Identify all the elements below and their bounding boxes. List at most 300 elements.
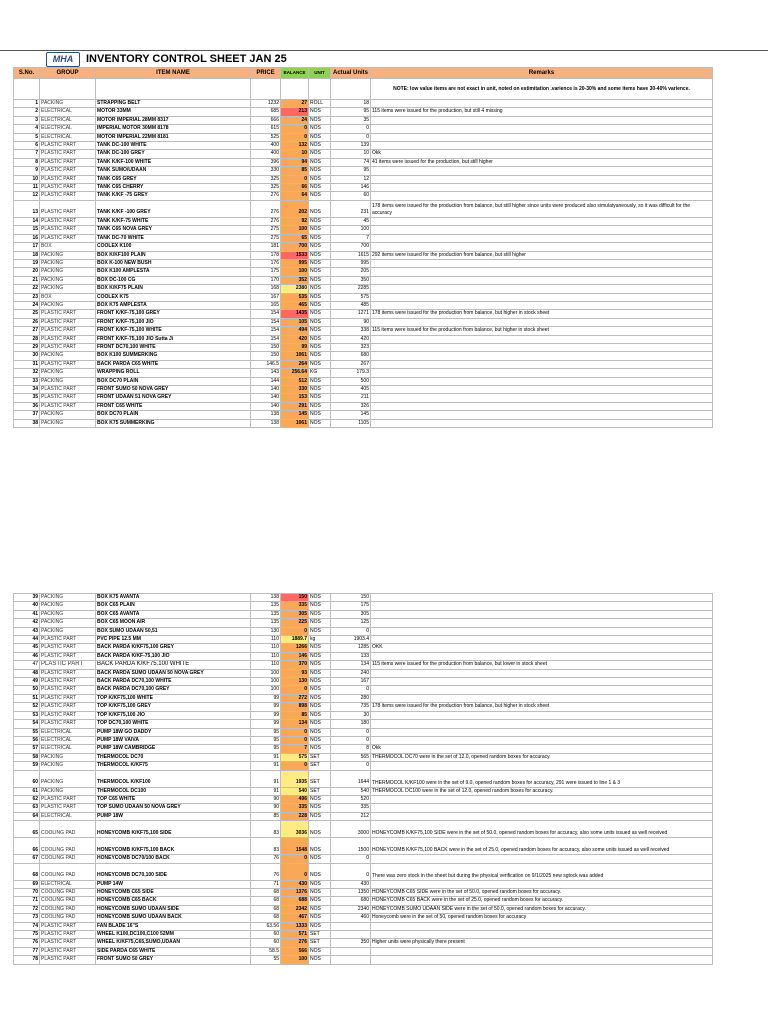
inventory-table-page-1 [13,67,713,428]
cell-balance: 134 [281,720,309,728]
cell-remarks [371,116,713,124]
cell-balance: 225 [281,619,309,627]
cell-unit: NOS [309,736,331,744]
cell-actual-units: 100 [331,226,371,234]
cell-group: COOLING PAD [40,905,96,913]
cell-remarks [371,360,713,368]
cell-unit: NOS [309,610,331,618]
cell-balance: 688 [281,897,309,905]
table-row [14,394,713,402]
cell-item-name: THERMOCOL K/KF75 [96,762,251,770]
cell-remarks [371,652,713,660]
cell-actual-units: 134 [331,661,371,669]
cell-sno: 59 [14,762,40,770]
cell-balance: 100 [281,226,309,234]
header-balance: BALANCE [281,68,309,79]
cell-item-name: BOX C65 AVANTA [96,610,251,618]
cell-unit: NOS [309,821,331,838]
cell-actual-units: 500 [331,377,371,385]
cell-sno: 40 [14,602,40,610]
cell-sno: 22 [14,285,40,293]
cell-remarks [371,855,713,863]
cell-price: 325 [251,175,281,183]
cell-unit: NOS [309,200,331,217]
table-row [14,644,713,652]
table-body-page-2 [14,594,713,965]
cell-group: ELECTRICAL [40,812,96,820]
cell-price: 138 [251,419,281,427]
sheet-title: INVENTORY CONTROL SHEET JAN 25 [86,53,287,65]
cell-remarks [371,352,713,360]
cell-actual-units: 175 [331,602,371,610]
cell-group: PLASTIC PART [40,327,96,335]
cell-balance: 64 [281,192,309,200]
cell-price: 1232 [251,100,281,108]
cell-balance: 0 [281,125,309,133]
cell-sno: 20 [14,268,40,276]
cell-sno: 49 [14,678,40,686]
cell-sno: 43 [14,627,40,635]
cell-group: PLASTIC PART [40,167,96,175]
cell-remarks [371,343,713,351]
cell-actual-units: 338 [331,327,371,335]
table-row [14,285,713,293]
cell-unit: NOS [309,217,331,225]
table-row [14,922,713,930]
cell-price: 60 [251,931,281,939]
cell-actual-units: 575 [331,293,371,301]
cell-group: PLASTIC PART [40,652,96,660]
header-remarks: Remarks [371,68,713,79]
cell-actual-units: 8 [331,745,371,753]
cell-unit: NOS [309,226,331,234]
cell-remarks [371,610,713,618]
cell-sno: 66 [14,838,40,855]
table-row [14,610,713,618]
cell-unit: NOS [309,686,331,694]
cell-remarks [371,234,713,242]
cell-unit: SET [309,762,331,770]
cell-unit: NOS [309,897,331,905]
cell-item-name: TOP K/KF75,100 WHITE [96,694,251,702]
cell-balance: 228 [281,812,309,820]
cell-price: 165 [251,301,281,309]
cell-price: 154 [251,327,281,335]
cell-item-name: SIDE PARDA C65 WHITE [96,947,251,955]
cell-item-name: WHEEL K100,DC100,C100 52MM [96,931,251,939]
cell-group: BOX [40,293,96,301]
cell-actual-units: 0 [331,863,371,880]
cell-group: PACKING [40,369,96,377]
cell-item-name: BOX SUMO UDAAN 50,51 [96,627,251,635]
cell-remarks: THERMOCOL K/KF100 were in the set of 9.0, opened random boxes for accuracy, 291 were issued to line 1 & 3 [371,770,713,787]
cell-unit: NOS [309,243,331,251]
cell-actual-units: 74 [331,158,371,166]
cell-price: 99 [251,720,281,728]
cell-balance: 1376 [281,888,309,896]
cell-sno: 10 [14,175,40,183]
cell-actual-units: 680 [331,352,371,360]
cell-unit: NOS [309,402,331,410]
cell-price: 110 [251,644,281,652]
cell-price: 181 [251,243,281,251]
cell-remarks: 292 items were issued for the production from balance, but still higher [371,251,713,259]
table-row [14,301,713,309]
cell-unit: NOS [309,694,331,702]
cell-price: 100 [251,686,281,694]
cell-sno: 32 [14,369,40,377]
cell-remarks: There was zero stock in the sheet but during the physical verification on 9/1/2025 new sgtock was added [371,863,713,880]
cell-balance: 0 [281,686,309,694]
cell-sno: 74 [14,922,40,930]
cell-unit: NOS [309,602,331,610]
cell-unit: NOS [309,259,331,267]
cell-sno: 72 [14,905,40,913]
cell-price: 154 [251,310,281,318]
cell-item-name: BACK PARDA DC70,100 GREY [96,686,251,694]
header-item-name: ITEM NAME [96,68,251,79]
cell-balance: 305 [281,610,309,618]
cell-item-name: STRAPPING BELT [96,100,251,108]
cell-unit: NOS [309,343,331,351]
table-row [14,411,713,419]
cell-price: 615 [251,125,281,133]
cell-unit: NOS [309,293,331,301]
table-row [14,335,713,343]
cell-remarks: Honeycomb were in the set of 50, opened random boxes for accuracy [371,914,713,922]
cell-group: PLASTIC PART [40,686,96,694]
cell-remarks [371,133,713,141]
cell-actual-units: 179.3 [331,369,371,377]
table-row [14,619,713,627]
cell-remarks [371,594,713,602]
cell-actual-units: 60 [331,192,371,200]
table-row [14,753,713,761]
cell-remarks [371,259,713,267]
cell-price: 91 [251,787,281,795]
cell-group: PACKING [40,301,96,309]
table-row [14,686,713,694]
cell-unit: NOS [309,804,331,812]
cell-unit: NOS [309,175,331,183]
cell-balance: 370 [281,661,309,669]
cell-actual-units: 30 [331,711,371,719]
cell-sno: 3 [14,116,40,124]
cell-remarks [371,402,713,410]
cell-remarks [371,728,713,736]
cell-price: 150 [251,343,281,351]
cell-balance: 85 [281,711,309,719]
cell-price: 176 [251,259,281,267]
cell-price: 146.5 [251,360,281,368]
table-row [14,125,713,133]
cell-actual-units: 1615 [331,251,371,259]
cell-sno: 45 [14,644,40,652]
cell-actual-units: 735 [331,703,371,711]
cell-price: 110 [251,636,281,644]
cell-balance: 535 [281,293,309,301]
cell-remarks: HONEYCOMB K/KF75,100 SIDE were in the set of 50.0, opened random boxes for accuracy, also some units issued as well received [371,821,713,838]
cell-item-name: HONEYCOMB K/KF75,100 BACK [96,838,251,855]
table-row [14,956,713,964]
table-row [14,419,713,427]
cell-balance: 898 [281,703,309,711]
cell-sno: 48 [14,669,40,677]
cell-balance: 92 [281,217,309,225]
cell-item-name: FRONT DC70,100 WHITE [96,343,251,351]
cell-item-name: COOLEX K100 [96,243,251,251]
cell-remarks [371,318,713,326]
cell-item-name: WHEEL K/KF75,C65,SUMO,UDAAN [96,939,251,947]
cell-price: 83 [251,821,281,838]
cell-price: 68 [251,914,281,922]
cell-sno: 41 [14,610,40,618]
table-row [14,627,713,635]
cell-unit: NOS [309,838,331,855]
cell-unit: SET [309,787,331,795]
cell-unit: NOS [309,627,331,635]
cell-remarks [371,795,713,803]
cell-actual-units: 326 [331,402,371,410]
cell-actual-units: 350 [331,939,371,947]
cell-price: 275 [251,226,281,234]
cell-sno: 29 [14,343,40,351]
cell-balance: 0 [281,728,309,736]
cell-balance: 27 [281,100,309,108]
cell-item-name: TOP K/KF75,100 JIO [96,711,251,719]
cell-balance: 85 [281,167,309,175]
cell-price: 95 [251,728,281,736]
cell-sno: 71 [14,897,40,905]
cell-price: 63.56 [251,922,281,930]
cell-group: PLASTIC PART [40,947,96,955]
cell-price: 83 [251,838,281,855]
cell-remarks: 178 items were issued for the production from balance, but still higher since units were produced also simulatyaneously, so it was difficult for the accuracy [371,200,713,217]
cell-remarks [371,956,713,964]
cell-remarks [371,720,713,728]
cell-remarks [371,602,713,610]
cell-group: PLASTIC PART [40,644,96,652]
cell-item-name: COOLEX K75 [96,293,251,301]
cell-sno: 21 [14,276,40,284]
cell-balance: 291 [281,402,309,410]
cell-sno: 50 [14,686,40,694]
cell-unit: NOS [309,192,331,200]
cell-sno: 15 [14,226,40,234]
cell-remarks [371,386,713,394]
cell-balance: 100 [281,956,309,964]
cell-balance: 352 [281,276,309,284]
table-row [14,327,713,335]
cell-group: PACKING [40,619,96,627]
cell-item-name: TANK K/KF -75 GREY [96,192,251,200]
cell-actual-units [331,931,371,939]
cell-balance: 512 [281,377,309,385]
cell-group: PACKING [40,753,96,761]
cell-actual-units: 420 [331,335,371,343]
cell-balance: 66 [281,184,309,192]
cell-balance: 130 [281,678,309,686]
cell-balance: 3036 [281,821,309,838]
cell-actual-units: 1903.4 [331,636,371,644]
cell-item-name: FRONT C65 WHITE [96,402,251,410]
cell-item-name: FRONT K/KF-75,100 JIO [96,318,251,326]
table-row [14,310,713,318]
cell-balance: 105 [281,318,309,326]
header-group: GROUP [40,68,96,79]
cell-group: COOLING PAD [40,863,96,880]
cell-item-name: FAN BLADE 16"S [96,922,251,930]
cell-price: 140 [251,386,281,394]
cell-unit: NOS [309,352,331,360]
table-row [14,669,713,677]
cell-group: ELECTRICAL [40,880,96,888]
cell-unit: NOS [309,327,331,335]
cell-unit: SET [309,770,331,787]
table-row [14,736,713,744]
cell-actual-units: 240 [331,669,371,677]
cell-group: PLASTIC PART [40,636,96,644]
cell-remarks: Okk [371,150,713,158]
cell-balance: 430 [281,880,309,888]
cell-item-name: WRAPPING ROLL [96,369,251,377]
cell-unit: NOS [309,184,331,192]
cell-item-name: TANK K/KF-75 WHITE [96,217,251,225]
cell-group: ELECTRICAL [40,108,96,116]
table-row [14,914,713,922]
cell-sno: 18 [14,251,40,259]
cell-group: COOLING PAD [40,838,96,855]
cell-remarks [371,377,713,385]
cell-remarks [371,669,713,677]
cell-actual-units: 995 [331,259,371,267]
cell-item-name: THERMOCOL K/KF100 [96,770,251,787]
cell-price: 68 [251,888,281,896]
cell-remarks [371,184,713,192]
cell-unit: NOS [309,394,331,402]
cell-actual-units [331,922,371,930]
cell-unit: NOS [309,956,331,964]
cell-price: 167 [251,293,281,301]
table-row [14,352,713,360]
cell-group: ELECTRICAL [40,133,96,141]
table-row [14,226,713,234]
cell-unit: NOS [309,652,331,660]
cell-sno: 42 [14,619,40,627]
cell-group: PLASTIC PART [40,175,96,183]
cell-balance: 467 [281,914,309,922]
cell-sno: 51 [14,694,40,702]
cell-balance: 420 [281,335,309,343]
table-row [14,939,713,947]
cell-item-name: HONEYCOMB SUMO UDAAN SIDE [96,905,251,913]
cell-remarks [371,419,713,427]
cell-remarks: 115 items were issued for the production from balance, but lower in stock sheet [371,661,713,669]
cell-group: PACKING [40,276,96,284]
cell-actual-units: 520 [331,795,371,803]
cell-balance: 65 [281,234,309,242]
cell-balance: 0 [281,736,309,744]
cell-group: PLASTIC PART [40,318,96,326]
cell-group: PLASTIC PART [40,922,96,930]
cell-item-name: BACK PARDA K/KF75,100 WHITE [96,661,251,669]
cell-price: 685 [251,108,281,116]
cell-actual-units: 90 [331,318,371,326]
cell-item-name: FRONT K/KF-75,100 GREY [96,310,251,318]
cell-price: 144 [251,377,281,385]
cell-sno: 5 [14,133,40,141]
cell-unit: NOS [309,142,331,150]
cell-sno: 11 [14,184,40,192]
table-row [14,594,713,602]
cell-remarks [371,804,713,812]
cell-unit: kg [309,636,331,644]
cell-item-name: THERMOCOL DC70 [96,753,251,761]
cell-item-name: FRONT K/KF-75,100 JIO Sutta Ji [96,335,251,343]
cell-group: PACKING [40,377,96,385]
cell-item-name: PUMP 18W CAMBRIDGE [96,745,251,753]
cell-price: 275 [251,234,281,242]
cell-group: BOX [40,243,96,251]
cell-balance: 1533 [281,251,309,259]
cell-actual-units: 460 [331,914,371,922]
cell-group: PACKING [40,251,96,259]
cell-price: 99 [251,694,281,702]
cell-item-name: IMPERIAL MOTOR 30MM 8178 [96,125,251,133]
cell-group: PLASTIC PART [40,931,96,939]
cell-price: 95 [251,745,281,753]
cell-sno: 47 [14,661,40,669]
cell-actual-units: 1500 [331,838,371,855]
cell-sno: 63 [14,804,40,812]
cell-unit: NOS [309,855,331,863]
cell-sno: 44 [14,636,40,644]
cell-remarks: 41 items were issued for the production, but still higher [371,158,713,166]
cell-group: PLASTIC PART [40,402,96,410]
cell-unit: NOS [309,360,331,368]
cell-price: 276 [251,217,281,225]
cell-remarks [371,192,713,200]
cell-actual-units: 1644 [331,770,371,787]
cell-item-name: BACK PARDA SUMO UDAAN 50 NOVA GREY [96,669,251,677]
cell-item-name: BOX C65 MOON AIR [96,619,251,627]
cell-item-name: TANK C65 CHERRY [96,184,251,192]
table-row [14,880,713,888]
cell-sno: 7 [14,150,40,158]
table-row [14,402,713,410]
cell-price: 170 [251,276,281,284]
cell-actual-units: 211 [331,394,371,402]
cell-remarks: HONEYCOMB K/KF75,100 BACK were in the set of 25.0, opened random boxes for accuracy, also some units issued as well received [371,838,713,855]
cell-price: 330 [251,167,281,175]
table-row [14,804,713,812]
cell-price: 143 [251,369,281,377]
cell-sno: 70 [14,888,40,896]
table-row [14,251,713,259]
cell-sno: 25 [14,310,40,318]
cell-item-name: BOX C65 PLAIN [96,602,251,610]
cell-sno: 55 [14,728,40,736]
cell-actual-units: 133 [331,652,371,660]
cell-item-name: TANK DC-100 WHITE [96,142,251,150]
cell-group: PLASTIC PART [40,158,96,166]
cell-item-name: PUMP 18W [96,812,251,820]
cell-remarks [371,268,713,276]
cell-remarks: 178 items were issued for the production from balance, but higher in stock sheet [371,703,713,711]
cell-remarks [371,369,713,377]
table-row [14,142,713,150]
cell-balance: 1061 [281,352,309,360]
